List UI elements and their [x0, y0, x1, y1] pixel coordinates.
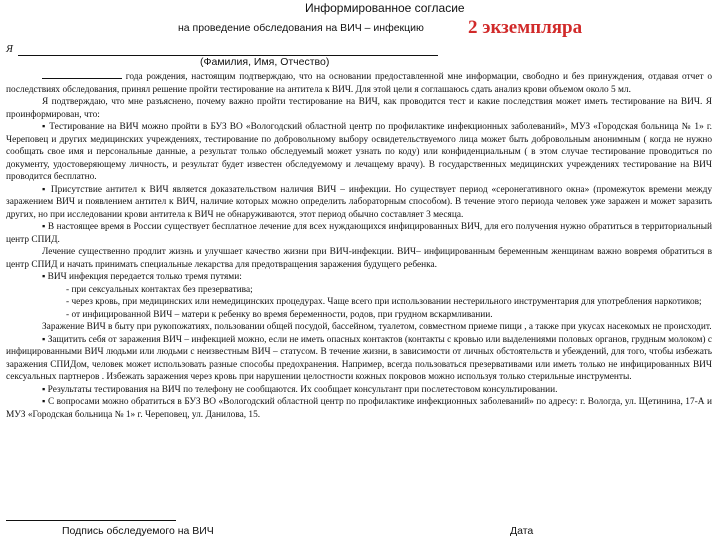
paragraph-text: года рождения, настоящим подтверждаю, что на основании предоставленной мне информации, свободно и без принуждения, отдавая отчет о последствиях обследования, принял решение пройти тестирование на антитела к ВИЧ. Для этой цели я соглашаюсь сдать анализ крови объемом около 5 мл.: [6, 72, 712, 95]
paragraph-treatment-free: ▪ В настоящее время в России существует бесплатное лечение для всех нуждающихся инфицированных ВИЧ, для его получения нужно обратиться в территориальный центр СПИД.: [6, 222, 712, 245]
paragraph-testing-places: ▪ Тестирование на ВИЧ можно пройти в БУЗ ВО «Вологодский областной центр по профилактике инфекционных заболеваний», МУЗ «Городская больница № 1» г. Череповец и других медицинских учреждениях, тестирование по добровольному выбору освидетельствуемого лица может быть добровольным анонимным ( когда не нужно сообщать свое имя и персональные данные, а результат только обследуемый может узнать по коду) или конфиденциальным ( в этом случае тестирование проводиться по документу, удостоверяющему личность, и результат будет известен обследуемому и лечащему врачу). В государственных медицинских учреждениях тестирование на ВИЧ проводится бесплатно.: [6, 122, 712, 182]
birth-year-line: [42, 70, 122, 79]
signature-line: [6, 520, 176, 521]
form-subtitle: на проведение обследования на ВИЧ – инфекцию: [178, 22, 424, 34]
paragraph-contacts: ▪ С вопросами можно обратиться в БУЗ ВО «Вологодский областной центр по профилактике инфекционных заболеваний» по адресу: г. Вологда, ул. Щетинина, 17-А и МУЗ «Городская больница № 1» г. Череповец, ул. Данилова, 15.: [6, 397, 712, 420]
form-title: Информированное согласие: [305, 1, 465, 15]
paragraph-protection: ▪ Защитить себя от заражения ВИЧ – инфекцией можно, если не иметь опасных контактов (контакты с кровью или выделениями половых органов, грудным молоком) с инфицированными ВИЧ людьми или людьми с неизвестным ВИЧ – статусом. В течение жизни, в зависимости от личных обстоятельств и убеждений, для того, чтобы избежать заражения СПИДом, человек может использовать разные способы предохранения. Например, всегда пользоваться презервативами или иметь только не инфицированных ВИЧ сексуальных партнеров . Избежать заражения через кровь при нарушении целостности кожных покровов можно используя только стерильные инструменты.: [6, 334, 712, 382]
paragraph-birth-year: [6, 70, 712, 96]
paragraph-household: Заражение ВИЧ в быту при рукопожатиях, пользовании общей посудой, бассейном, туалетом, совместном приеме пищи , а также при укусах насекомых не происходит.: [42, 322, 712, 332]
list-item-blood: - через кровь, при медицинских или немедицинских процедурах. Чаще всего при использовании нестерильного инструментария для употребления наркотиков;: [66, 297, 702, 307]
signature-label: Подпись обследуемого на ВИЧ: [62, 525, 214, 537]
full-name-caption: (Фамилия, Имя, Отчество): [200, 56, 330, 68]
paragraph-confirm: Я подтверждаю, что мне разъяснено, почему важно пройти тестирование на ВИЧ, как проводится тест и какие последствия может иметь тестирование на ВИЧ. Я проинформирован, что:: [6, 97, 712, 120]
list-item-mother: - от инфицированной ВИЧ – матери к ребенку во время беременности, родов, при грудном вскармливании.: [66, 309, 493, 320]
date-label: Дата: [510, 525, 534, 537]
consent-body: [6, 70, 712, 421]
paragraph-antibodies: ▪ Присутствие антител к ВИЧ является доказательством наличия ВИЧ – инфекции. Но существует период «серонегативного окна» (промежуток времени между заражением ВИЧ и появлением антител к ВИЧ, наличие которых можно определить лабораторным способом). В течение этого периода человек уже заражен и может заразить других, но при исследовании крови антитела к ВИЧ не обнаруживаются, этот период обычно составляет 3 месяца.: [6, 184, 712, 220]
paragraph-transmission: ▪ ВИЧ инфекция передается только тремя путями:: [42, 272, 242, 282]
list-item-sexual: - при сексуальных контактах без презерватива;: [66, 284, 253, 295]
paragraph-results: ▪ Результаты тестирования на ВИЧ по телефону не сообщаются. Их сообщает консультант при послетестовом консультировании.: [42, 384, 558, 395]
paragraph-treatment: Лечение существенно продлит жизнь и улучшает качество жизни при ВИЧ-инфекции. ВИЧ– инфицированным беременным женщинам важно вовремя обратиться в центр СПИД и начать принимать специальные лекарства для предотвращения заражения будущего ребенка.: [6, 247, 712, 270]
copies-note: 2 экземпляра: [468, 17, 583, 38]
ya-label: Я: [6, 44, 13, 55]
